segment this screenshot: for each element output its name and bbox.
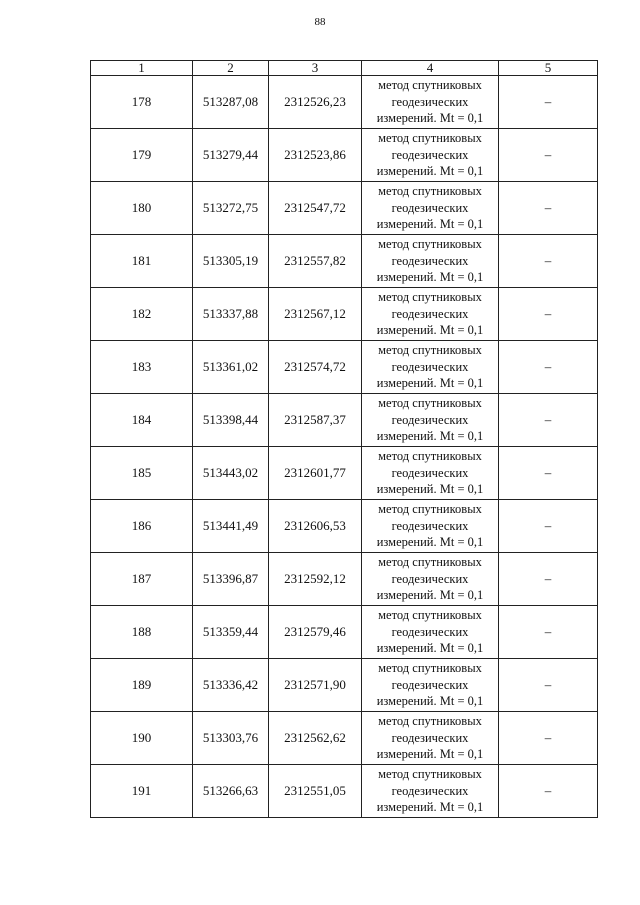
cell-x-coordinate: 513441,49 [193, 500, 269, 553]
table-row [91, 394, 598, 447]
method-text-line: геодезических [391, 518, 469, 533]
method-text-line: геодезических [391, 94, 469, 109]
table-row [91, 500, 598, 553]
method-text-line: метод спутниковых [378, 661, 482, 676]
table-row [91, 182, 598, 235]
cell-note: – [499, 341, 598, 394]
cell-method [362, 606, 499, 659]
cell-method [362, 341, 499, 394]
cell-x-coordinate: 513396,87 [193, 553, 269, 606]
column-header-method: 4 [362, 61, 499, 76]
cell-point-number: 188 [91, 606, 193, 659]
method-text-line: измерений. Mt = 0,1 [376, 429, 484, 444]
method-text-line: метод спутниковых [378, 184, 482, 199]
cell-x-coordinate: 513443,02 [193, 447, 269, 500]
cell-x-coordinate: 513359,44 [193, 606, 269, 659]
column-header-note: 5 [499, 61, 598, 76]
cell-note: – [499, 394, 598, 447]
column-header-x: 2 [193, 61, 269, 76]
cell-method [362, 394, 499, 447]
page-number: 88 [314, 16, 326, 28]
method-text-line: геодезических [391, 730, 469, 745]
cell-point-number: 186 [91, 500, 193, 553]
cell-point-number: 181 [91, 235, 193, 288]
cell-x-coordinate: 513287,08 [193, 76, 269, 129]
table-row [91, 235, 598, 288]
method-text-line: измерений. Mt = 0,1 [376, 588, 484, 603]
cell-point-number: 183 [91, 341, 193, 394]
method-text-line: измерений. Mt = 0,1 [376, 482, 484, 497]
table-row [91, 606, 598, 659]
cell-note: – [499, 129, 598, 182]
cell-note: – [499, 553, 598, 606]
cell-method [362, 288, 499, 341]
method-text-line: геодезических [391, 677, 469, 692]
table-header-row [91, 61, 598, 76]
table-row [91, 712, 598, 765]
cell-point-number: 179 [91, 129, 193, 182]
method-text-line: геодезических [391, 147, 469, 162]
cell-y-coordinate: 2312606,53 [269, 500, 362, 553]
method-text-line: измерений. Mt = 0,1 [376, 323, 484, 338]
cell-note: – [499, 606, 598, 659]
cell-x-coordinate: 513337,88 [193, 288, 269, 341]
cell-point-number: 180 [91, 182, 193, 235]
cell-x-coordinate: 513305,19 [193, 235, 269, 288]
method-text-line: метод спутниковых [378, 767, 482, 782]
cell-point-number: 187 [91, 553, 193, 606]
cell-y-coordinate: 2312523,86 [269, 129, 362, 182]
table-row [91, 129, 598, 182]
cell-note: – [499, 765, 598, 818]
table-row [91, 76, 598, 129]
method-text-line: измерений. Mt = 0,1 [376, 111, 484, 126]
cell-method [362, 712, 499, 765]
method-text-line: измерений. Mt = 0,1 [376, 535, 484, 550]
table-row [91, 765, 598, 818]
method-text-line: геодезических [391, 624, 469, 639]
table-body [91, 76, 598, 818]
method-text-line: метод спутниковых [378, 555, 482, 570]
table-row [91, 288, 598, 341]
cell-y-coordinate: 2312551,05 [269, 765, 362, 818]
method-text-line: геодезических [391, 783, 469, 798]
method-text-line: измерений. Mt = 0,1 [376, 376, 484, 391]
method-text-line: метод спутниковых [378, 449, 482, 464]
cell-method [362, 235, 499, 288]
cell-method [362, 500, 499, 553]
cell-note: – [499, 235, 598, 288]
cell-y-coordinate: 2312526,23 [269, 76, 362, 129]
method-text-line: метод спутниковых [378, 608, 482, 623]
cell-point-number: 185 [91, 447, 193, 500]
cell-method [362, 182, 499, 235]
table-row [91, 447, 598, 500]
cell-y-coordinate: 2312547,72 [269, 182, 362, 235]
method-text-line: измерений. Mt = 0,1 [376, 641, 484, 656]
cell-x-coordinate: 513272,75 [193, 182, 269, 235]
cell-x-coordinate: 513266,63 [193, 765, 269, 818]
method-text-line: геодезических [391, 571, 469, 586]
cell-y-coordinate: 2312601,77 [269, 447, 362, 500]
coordinates-table [90, 60, 598, 818]
cell-point-number: 184 [91, 394, 193, 447]
cell-method [362, 447, 499, 500]
method-text-line: геодезических [391, 253, 469, 268]
cell-method [362, 129, 499, 182]
method-text-line: метод спутниковых [378, 78, 482, 93]
cell-y-coordinate: 2312571,90 [269, 659, 362, 712]
cell-y-coordinate: 2312562,62 [269, 712, 362, 765]
method-text-line: метод спутниковых [378, 290, 482, 305]
method-text-line: метод спутниковых [378, 131, 482, 146]
method-text-line: геодезических [391, 412, 469, 427]
method-text-line: измерений. Mt = 0,1 [376, 694, 484, 709]
method-text-line: геодезических [391, 200, 469, 215]
cell-point-number: 182 [91, 288, 193, 341]
method-text-line: метод спутниковых [378, 237, 482, 252]
cell-point-number: 178 [91, 76, 193, 129]
cell-method [362, 659, 499, 712]
cell-point-number: 189 [91, 659, 193, 712]
cell-y-coordinate: 2312587,37 [269, 394, 362, 447]
column-header-point: 1 [91, 61, 193, 76]
cell-x-coordinate: 513398,44 [193, 394, 269, 447]
method-text-line: геодезических [391, 465, 469, 480]
cell-note: – [499, 76, 598, 129]
cell-y-coordinate: 2312574,72 [269, 341, 362, 394]
method-text-line: измерений. Mt = 0,1 [376, 270, 484, 285]
cell-x-coordinate: 513361,02 [193, 341, 269, 394]
cell-point-number: 191 [91, 765, 193, 818]
cell-x-coordinate: 513279,44 [193, 129, 269, 182]
table-row [91, 341, 598, 394]
method-text-line: метод спутниковых [378, 714, 482, 729]
table-row [91, 659, 598, 712]
method-text-line: метод спутниковых [378, 502, 482, 517]
cell-note: – [499, 500, 598, 553]
method-text-line: метод спутниковых [378, 396, 482, 411]
method-text-line: измерений. Mt = 0,1 [376, 164, 484, 179]
cell-method [362, 765, 499, 818]
cell-note: – [499, 712, 598, 765]
cell-note: – [499, 659, 598, 712]
cell-x-coordinate: 513336,42 [193, 659, 269, 712]
column-header-y: 3 [269, 61, 362, 76]
table-row [91, 553, 598, 606]
method-text-line: измерений. Mt = 0,1 [376, 800, 484, 815]
cell-note: – [499, 182, 598, 235]
method-text-line: метод спутниковых [378, 343, 482, 358]
method-text-line: измерений. Mt = 0,1 [376, 217, 484, 232]
cell-y-coordinate: 2312579,46 [269, 606, 362, 659]
method-text-line: геодезических [391, 306, 469, 321]
cell-y-coordinate: 2312567,12 [269, 288, 362, 341]
method-text-line: измерений. Mt = 0,1 [376, 747, 484, 762]
cell-point-number: 190 [91, 712, 193, 765]
cell-y-coordinate: 2312557,82 [269, 235, 362, 288]
method-text-line: геодезических [391, 359, 469, 374]
cell-note: – [499, 288, 598, 341]
cell-note: – [499, 447, 598, 500]
cell-method [362, 76, 499, 129]
cell-method [362, 553, 499, 606]
cell-y-coordinate: 2312592,12 [269, 553, 362, 606]
cell-x-coordinate: 513303,76 [193, 712, 269, 765]
